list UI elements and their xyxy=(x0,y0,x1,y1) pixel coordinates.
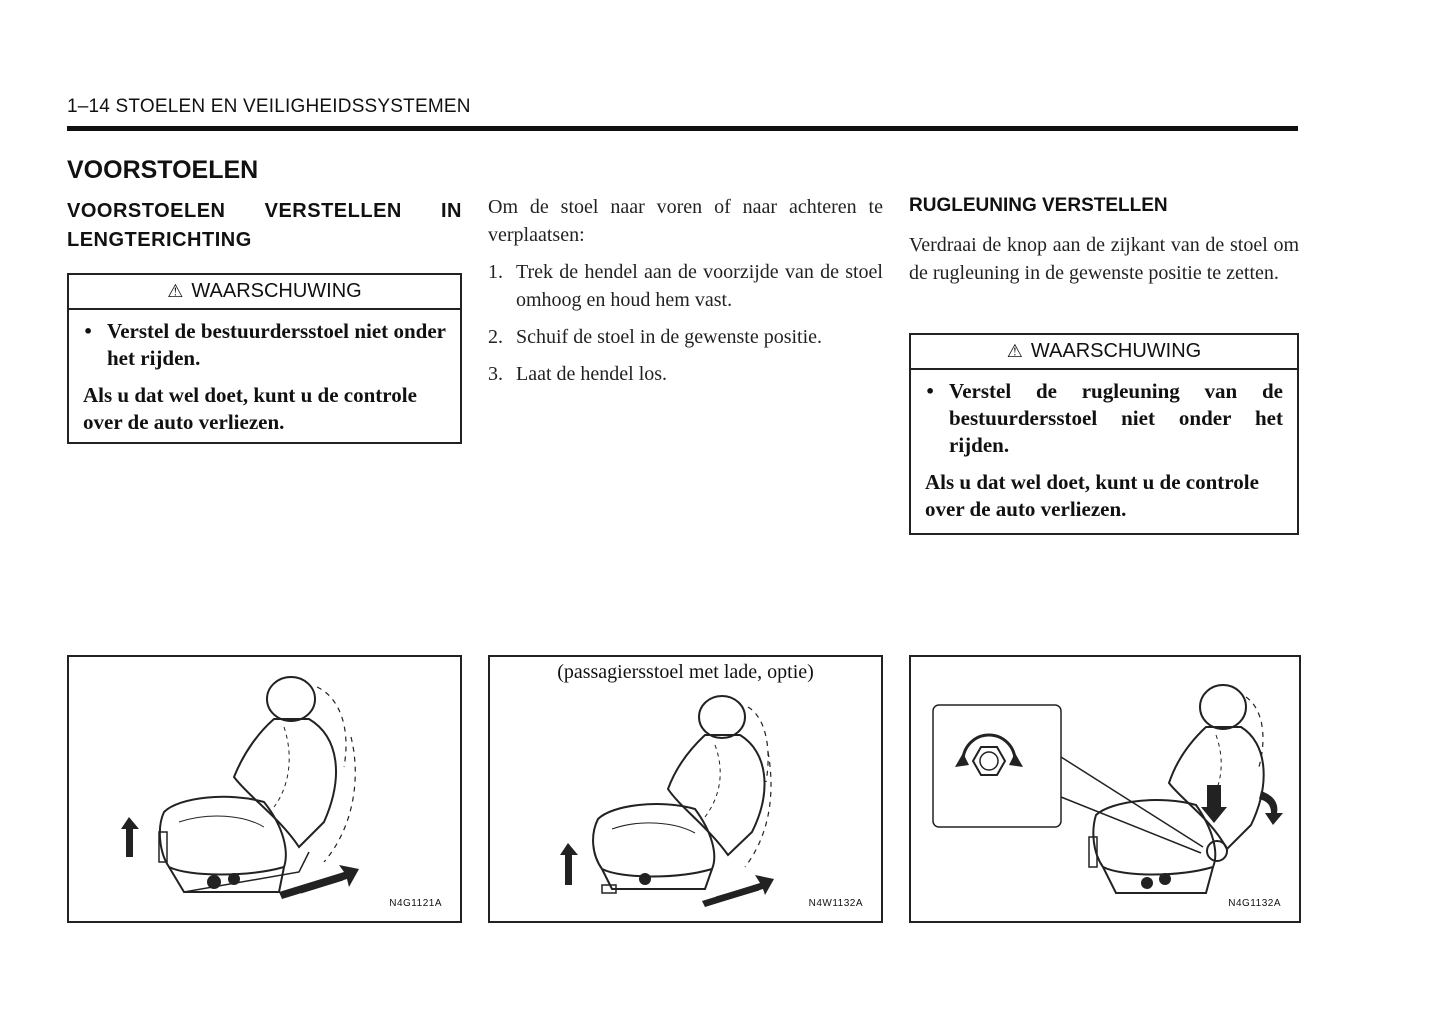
instruction-step xyxy=(488,323,883,351)
step-text: Trek de hendel aan de voorzijde van de stoel omhoog en houd hem vast. xyxy=(516,261,883,311)
seat-knob-illustration xyxy=(911,657,1301,923)
warning-box-seat-length xyxy=(67,273,462,444)
warning-consequence: Als u dat wel doet, kunt u de controle over de auto verliezen. xyxy=(83,383,417,434)
instructions-column xyxy=(488,193,883,388)
warning-bullet xyxy=(925,378,1283,459)
warning-body xyxy=(911,370,1297,533)
warning-box-backrest xyxy=(909,333,1299,535)
subsection-title-backrest: RUGLEUNING VERSTELLEN xyxy=(909,195,1168,216)
figure-code: N4G1121A xyxy=(389,898,442,909)
figure-code: N4G1132A xyxy=(1228,898,1281,909)
warning-triangle-icon: ⚠ xyxy=(167,281,184,301)
warning-bullet xyxy=(83,318,446,372)
step-number: 1. xyxy=(488,261,503,283)
step-text: Schuif de stoel in de gewenste positie. xyxy=(516,326,823,348)
instruction-step xyxy=(488,360,883,388)
step-text: Laat de hendel los. xyxy=(516,363,668,385)
warning-header xyxy=(911,335,1297,370)
section-title: VOORSTOELEN xyxy=(67,156,259,184)
warning-heading: WAARSCHUWING xyxy=(191,280,362,302)
warning-bullet-text: Verstel de bestuurdersstoel niet onder het rijden. xyxy=(107,319,446,370)
figure-backrest-knob xyxy=(909,655,1301,923)
subsection-title-length: VOORSTOELEN VERSTELLEN IN LENGTERICHTING xyxy=(67,200,462,251)
figure-seat-slide xyxy=(67,655,462,923)
figure-caption: (passagiersstoel met lade, optie) xyxy=(557,661,814,683)
warning-consequence: Als u dat wel doet, kunt u de controle over de auto verliezen. xyxy=(925,470,1259,521)
step-number: 2. xyxy=(488,326,503,348)
instructions-intro: Om de stoel naar voren of naar achteren te verplaatsen: xyxy=(488,196,883,246)
seat-illustration xyxy=(69,657,462,923)
bullet-dot-icon: • xyxy=(925,382,936,401)
warning-bullet-text: Verstel de rugleuning van de bestuurdersstoel niet onder het rijden. xyxy=(949,379,1283,457)
warning-heading: WAARSCHUWING xyxy=(1030,340,1202,362)
figure-code: N4W1132A xyxy=(808,898,863,909)
instruction-step xyxy=(488,258,883,314)
seat-illustration xyxy=(490,657,883,923)
header-rule xyxy=(67,126,1298,131)
running-head: 1–14 STOELEN EN VEILIGHEIDSSYSTEMEN xyxy=(67,96,471,117)
step-number: 3. xyxy=(488,363,503,385)
bullet-dot-icon: • xyxy=(83,322,94,341)
figure-passenger-seat-drawer xyxy=(488,655,883,923)
warning-triangle-icon: ⚠ xyxy=(1006,341,1023,361)
warning-body xyxy=(69,310,460,446)
warning-header xyxy=(69,275,460,310)
backrest-instructions: Verdraai de knop aan de zijkant van de stoel om de rugleuning in de gewenste positie te zetten. xyxy=(909,234,1299,284)
